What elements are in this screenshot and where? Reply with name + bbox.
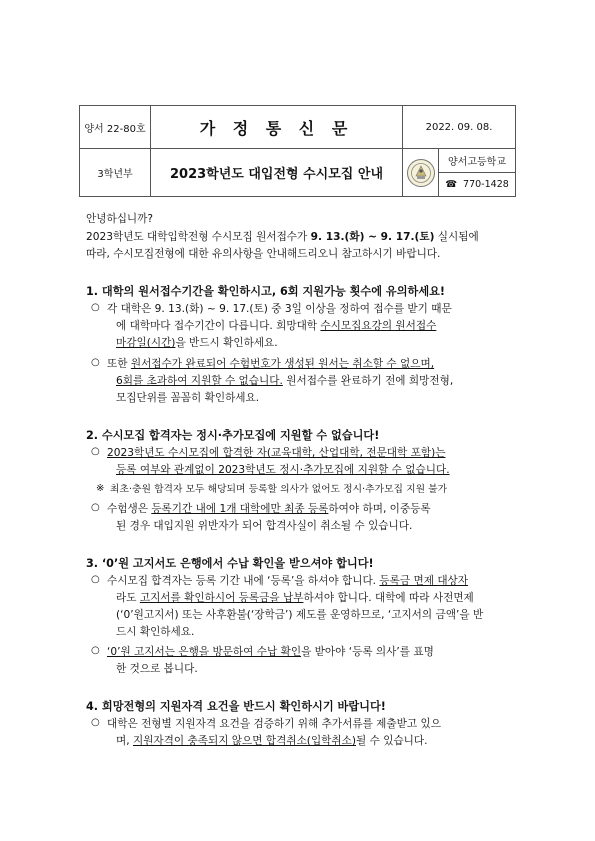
underlined-text: 원서접수가 완료되어 수험번호가 생성된 원서는 취소할 수 없으며,	[130, 358, 435, 370]
intro-text-end: 실시됨에	[434, 231, 479, 243]
notice-subtitle: 2023학년도 대입전형 수시모집 안내	[151, 149, 403, 196]
underlined-text: 마감일(시간)	[116, 337, 176, 349]
greeting: 안녕하십니까?	[86, 213, 154, 225]
underlined-text: ‘0’원 고지서는 은행을 방문하여 수납 확인	[107, 646, 302, 658]
intro-text: 2023학년도 대학입학전형 수시모집 원서접수가	[86, 231, 311, 243]
department: 3학년부	[80, 149, 151, 196]
s4-bullet-1-line-1: 대학은 전형별 지원자격 요건을 검증하기 위해 추가서류를 제출받고 있으	[107, 718, 441, 730]
underlined-text: 지원자격이 충족되지 않으면 합격취소(입학취소)	[132, 735, 357, 747]
s4-bullet-1-line-2	[116, 734, 428, 748]
s1-bullet-1-line-2	[116, 319, 436, 333]
bullet-icon: ○	[91, 302, 100, 313]
section-2-heading: 2. 수시모집 합격자는 정시·추가모집에 지원할 수 없습니다!	[86, 429, 380, 442]
text: 수시모집 합격자는 등록 기간 내에 ‘등록’을 하셔야 합니다.	[107, 575, 380, 587]
intro-line-2: 따라, 수시모집전형에 대한 유의사항을 안내해드리오니 참고하시기 바랍니다.	[86, 248, 441, 260]
intro-line-1	[86, 230, 479, 244]
underlined-text: 등록금 면제 대상자	[379, 575, 469, 587]
school-logo	[403, 149, 439, 196]
underlined-text: 등록기간 내에 1개 대학에만 최종 등록	[151, 503, 329, 515]
bullet-icon: ○	[91, 717, 100, 728]
underlined-text: 수시모집요강의 원서접수	[320, 320, 437, 332]
bullet-icon: ○	[91, 502, 100, 513]
bullet-icon: ○	[91, 574, 100, 585]
text: 수험생은	[107, 503, 152, 515]
school-emblem-icon	[406, 158, 436, 188]
school-phone	[439, 173, 515, 196]
s2-bullet-1-line-2: 등록 여부와 관계없이 2023학년도 정시·추가모집에 지원할 수 없습니다.	[116, 464, 450, 476]
underlined-text: 6회를 초과하여 지원할 수 없습니다.	[116, 375, 283, 387]
text: 될 수 있습니다.	[356, 735, 428, 747]
s1-bullet-1-line-3	[116, 336, 278, 350]
school-name: 양서고등학교	[439, 149, 515, 173]
bullet-icon: ○	[91, 446, 100, 457]
s2-bullet-2-line-2: 된 경우 대입지원 위반자가 되어 합격사실이 취소될 수 있습니다.	[116, 520, 413, 532]
s2-note: 최초·충원 합격자 모두 해당되며 등록할 의사가 없어도 정시·추가모집 지원 불가	[110, 484, 448, 495]
application-period: 9. 13.(화) ~ 9. 17.(토)	[310, 231, 435, 243]
text: 며,	[116, 735, 133, 747]
s2-bullet-2-line-1	[107, 502, 431, 516]
s3-bullet-2-line-2: 한 것으로 봅니다.	[116, 663, 198, 675]
text: 을 받아야 ‘등록 의사’를 표명	[301, 646, 434, 658]
phone-number: 770-1428	[463, 179, 509, 190]
section-3-heading: 3. ‘0’원 고지서도 은행에서 수납 확인을 받으셔야 합니다!	[86, 557, 374, 570]
text: 을 반드시 확인하세요.	[175, 337, 278, 349]
underlined-text: 고지서를 확인하시어 등록금을 납부	[139, 592, 304, 604]
document-number: 양서 22-80호	[80, 106, 151, 149]
notice-header-table	[79, 105, 516, 197]
text: 에 대학마다 접수기간이 다릅니다. 희망대학	[116, 320, 321, 332]
s3-bullet-2-line-1	[107, 645, 434, 659]
section-1-heading: 1. 대학의 원서접수기간을 확인하시고, 6회 지원가능 횟수에 유의하세요!	[86, 285, 446, 298]
section-4-heading: 4. 희망전형의 지원자격 요건을 반드시 확인하시기 바랍니다!	[86, 700, 386, 713]
text: 또한	[107, 358, 131, 370]
notice-date: 2022. 09. 08.	[403, 106, 515, 149]
bullet-icon: ○	[91, 645, 100, 656]
s1-bullet-2-line-1	[107, 357, 434, 371]
text: 라도	[116, 592, 140, 604]
text: 하여야 하며, 이중등록	[328, 503, 431, 515]
s3-bullet-1-line-4: 드시 확인하세요.	[116, 626, 195, 638]
s1-bullet-1-line-1: 각 대학은 9. 13.(화) ~ 9. 17.(토) 중 3일 이상을 정하여 접수를 받기 때문	[107, 303, 452, 315]
text: 원서접수를 완료하기 전에 희망전형,	[282, 375, 454, 387]
s3-bullet-1-line-1	[107, 574, 468, 588]
s2-bullet-1-line-1: 2023학년도 수시모집에 합격한 자(교육대학, 산업대학, 전문대학 포함)는	[107, 447, 446, 459]
notice-title: 가 정 통 신 문	[151, 106, 403, 149]
text: 하셔야 합니다. 대학에 따라 사전면제	[303, 592, 474, 604]
phone-icon: ☎	[445, 179, 458, 190]
s1-bullet-2-line-3: 모집단위를 꼼꼼히 확인하세요.	[116, 392, 260, 404]
s3-bullet-1-line-3: (‘0’원고지서) 또는 사후환불(‘장학금’) 제도를 운영하므로, ‘고지서의 금액’을 반	[116, 609, 484, 621]
s3-bullet-1-line-2	[116, 591, 474, 605]
s1-bullet-2-line-2	[116, 374, 453, 388]
note-icon: ※	[96, 483, 105, 494]
bullet-icon: ○	[91, 357, 100, 368]
